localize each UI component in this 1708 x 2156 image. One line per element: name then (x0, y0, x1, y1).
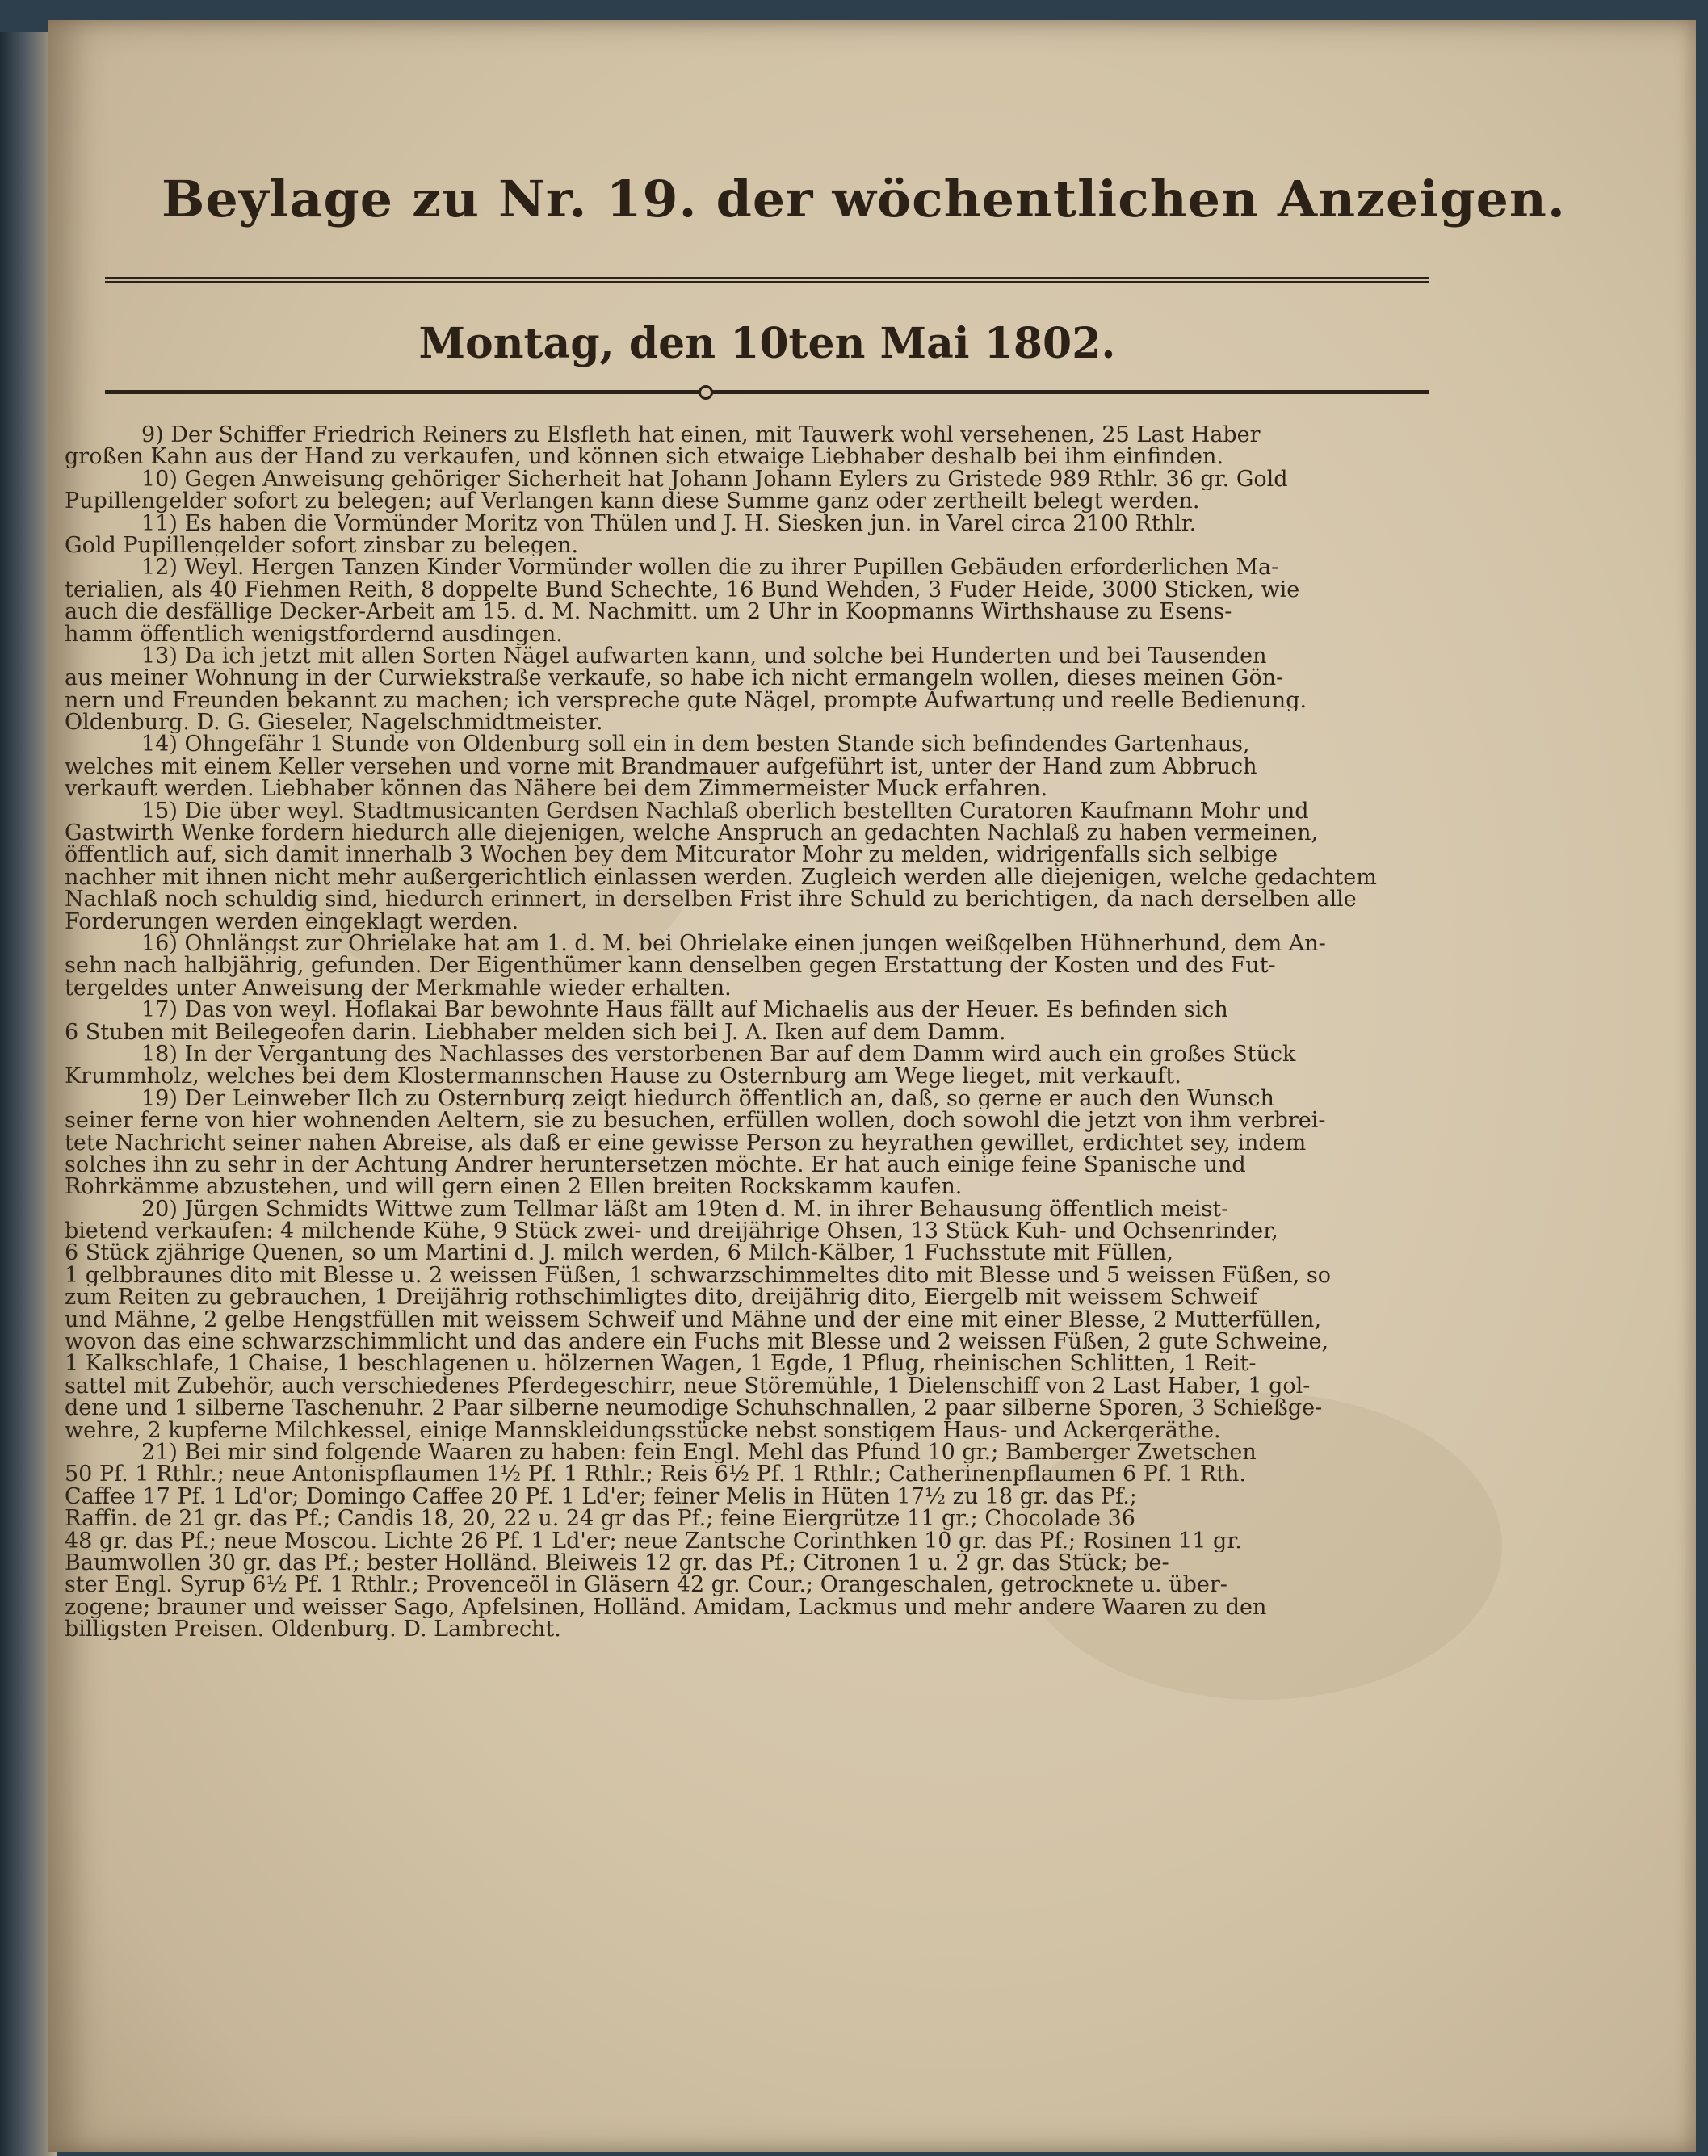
text-line: und Mähne, 2 gelbe Hengstfüllen mit weissem Schweif und Mähne und der eine mit einer Blesse, 2 Mutterfüllen, (65, 1308, 1322, 1332)
text-line: 48 gr. das Pf.; neue Moscou. Lichte 26 Pf. 1 Ld'er; neue Zantsche Corinthken 10 gr. das Pf.; Rosinen 11 gr. (65, 1529, 1242, 1552)
text-line: zogene; brauner und weisser Sago, Apfelsinen, Holländ. Amidam, Lackmus und mehr andere Waaren zu den (65, 1596, 1267, 1619)
text-line: nern und Freunden bekannt zu machen; ich verspreche gute Nägel, prompte Aufwartung und reelle Bedienung. (65, 689, 1307, 712)
text-line: tete Nachricht seiner nahen Abreise, als daß er eine gewisse Person zu heyrathen gewillet, erdichtet sey, indem (65, 1131, 1307, 1154)
advertisement-text (65, 424, 1437, 1640)
text-line: Krummholz, welches bei dem Klostermannschen Hause zu Osternburg am Wege lieget, mit verkauft. (65, 1065, 1181, 1088)
text-line: öffentlich auf, sich damit innerhalb 3 Wochen bey dem Mitcurator Mohr zu melden, widrigenfalls sich selbige (65, 844, 1278, 866)
text-line: wovon das eine schwarzschimmlicht und das andere ein Fuchs mit Blesse und 2 weissen Füßen, 2 gute Schweine, (65, 1331, 1329, 1353)
text-line: sattel mit Zubehör, auch verschiedenes Pferdegeschirr, neue Störemühle, 1 Dielenschiff von 2 Last Haber, 1 gol- (65, 1374, 1311, 1398)
text-line: nachher mit ihnen nicht mehr außergerichtlich einlassen werden. Zugleich werden alle diejenigen, welche gedachtem (65, 866, 1377, 889)
text-line: Oldenburg. D. G. Gieseler, Nagelschmidtmeister. (65, 711, 603, 734)
text-line: terialien, als 40 Fiehmen Reith, 8 doppelte Bund Schechte, 16 Bund Wehden, 3 Fuder Heide, 3000 Sticken, wie (65, 578, 1300, 602)
newspaper-page (48, 20, 1696, 2152)
text-line: 13) Da ich jetzt mit allen Sorten Nägel aufwarten kann, und solche bei Hunderten und bei Tausenden (141, 644, 1267, 668)
text-line: 18) In der Vergantung des Nachlasses des verstorbenen Bar auf dem Damm wird auch ein großes Stück (141, 1042, 1296, 1066)
text-line: 19) Der Leinweber Ilch zu Osternburg zeigt hiedurch öffentlich an, daß, so gerne er auch den Wunsch (141, 1087, 1274, 1110)
date-rule (105, 390, 1429, 394)
text-line: ster Engl. Syrup 6½ Pf. 1 Rthlr.; Provenceöl in Gläsern 42 gr. Cour.; Orangeschalen, getrocknete u. über- (65, 1574, 1227, 1596)
text-line: 11) Es haben die Vormünder Moritz von Thülen und J. H. Siesken jun. in Varel circa 2100 Rthlr. (141, 512, 1197, 535)
text-line: 10) Gegen Anweisung gehöriger Sicherheit hat Johann Johann Eylers zu Gristede 989 Rthlr. 36 gr. Gold (141, 468, 1288, 491)
text-line: Baumwollen 30 gr. das Pf.; bester Holländ. Bleiweis 12 gr. das Pf.; Citronen 1 u. 2 gr. das Stück; be- (65, 1551, 1169, 1575)
text-line: Raffin. de 21 gr. das Pf.; Candis 18, 20, 22 u. 24 gr das Pf.; feine Eiergrütze 11 gr.; Chocolade 36 (65, 1508, 1135, 1530)
text-line: welches mit einem Keller versehen und vorne mit Brandmauer aufgeführt ist, unter der Hand zum Abbruch (65, 755, 1257, 778)
text-line: 9) Der Schiffer Friedrich Reiners zu Elsfleth hat einen, mit Tauwerk wohl versehenen, 25 Last Haber (141, 424, 1261, 447)
text-line: 14) Ohngefähr 1 Stunde von Oldenburg soll ein in dem besten Stande sich befindendes Gartenhaus, (141, 733, 1250, 756)
text-line: 6 Stück zjährige Quenen, so um Martini d. J. milch werden, 6 Milch-Kälber, 1 Fuchsstute mit Füllen, (65, 1242, 1173, 1265)
text-line: 17) Das von weyl. Hoflakai Bar bewohnte Haus fällt auf Michaelis aus der Heuer. Es befinden sich (141, 999, 1228, 1021)
rule-ornament (699, 385, 713, 400)
text-line: 12) Weyl. Hergen Tanzen Kinder Vormünder wollen die zu ihrer Pupillen Gebäuden erforderlichen Ma- (141, 556, 1279, 579)
issue-date: Montag, den 10ten Mai 1802. (418, 319, 1116, 368)
title-rule (105, 277, 1429, 283)
text-line: auch die desfällige Decker-Arbeit am 15. d. M. Nachmitt. um 2 Uhr in Koopmanns Wirthshause zu Esens- (65, 601, 1232, 623)
text-line: sehn nach halbjährig, gefunden. Der Eigenthümer kann denselben gegen Erstattung der Kosten und des Fut- (65, 954, 1276, 977)
text-line: tergeldes unter Anweisung der Merkmahle wieder erhalten. (65, 976, 732, 1000)
text-line: zum Reiten zu gebrauchen, 1 Dreijährig rothschimligtes dito, dreijährig dito, Eiergelb mit weissem Schweif (65, 1286, 1258, 1309)
text-line: seiner ferne von hier wohnenden Aeltern, sie zu besuchen, erfüllen wollen, doch sowohl die jetzt von ihm verbrei- (65, 1109, 1326, 1132)
text-line: 6 Stuben mit Beilegeofen darin. Liebhaber melden sich bei J. A. Iken auf dem Damm. (65, 1021, 1006, 1043)
text-line: Nachlaß noch schuldig sind, hiedurch erinnert, in derselben Frist ihre Schuld zu berichtigen, da nach derselben alle (65, 888, 1357, 911)
text-line: wehre, 2 kupferne Milchkessel, einige Mannskleidungsstücke nebst sonstigem Haus- und Ackergeräthe. (65, 1419, 1221, 1441)
text-line: Gold Pupillengelder sofort zinsbar zu belegen. (65, 534, 579, 557)
text-line: aus meiner Wohnung in der Curwiekstraße verkaufe, so habe ich nicht ermangeln wollen, dieses meinen Gön- (65, 667, 1284, 690)
text-line: 20) Jürgen Schmidts Wittwe zum Tellmar läßt am 19ten d. M. in ihrer Behausung öffentlich meist- (141, 1198, 1229, 1221)
text-line: Rohrkämme abzustehen, und will gern einen 2 Ellen breiten Rockskamm kaufen. (65, 1176, 963, 1198)
text-line: 15) Die über weyl. Stadtmusicanten Gerdsen Nachlaß oberlich bestellten Curatoren Kaufmann Mohr und (141, 799, 1309, 823)
page-title: Beylage zu Nr. 19. der wöchentlichen Anzeigen. (162, 170, 1566, 229)
text-line: Gastwirth Wenke fordern hiedurch alle diejenigen, welche Anspruch an gedachten Nachlaß zu haben vermeinen, (65, 822, 1319, 845)
text-line: 1 Kalkschlafe, 1 Chaise, 1 beschlagenen u. hölzernen Wagen, 1 Egde, 1 Pflug, rheinischen Schlitten, 1 Reit- (65, 1353, 1257, 1375)
text-line: Pupillengelder sofort zu belegen; auf Verlangen kann diese Summe ganz oder zertheilt belegt werden. (65, 490, 1200, 513)
text-line: hamm öffentlich wenigstfordernd ausdingen. (65, 623, 563, 645)
text-line: Forderungen werden eingeklagt werden. (65, 910, 519, 933)
text-line: großen Kahn aus der Hand zu verkaufen, und können sich etwaige Liebhaber deshalb bei ihm einfinden. (65, 446, 1223, 468)
text-line: 16) Ohnlängst zur Ohrielake hat am 1. d. M. bei Ohrielake einen jungen weißgelben Hühnerhund, dem An- (141, 932, 1326, 955)
text-line: dene und 1 silberne Taschenuhr. 2 Paar silberne neumodige Schuhschnallen, 2 paar silberne Sporen, 3 Schießge- (65, 1397, 1323, 1420)
text-line: bietend verkaufen: 4 milchende Kühe, 9 Stück zwei- und dreijährige Ohsen, 13 Stück Kuh- und Ochsenrinder, (65, 1220, 1278, 1243)
text-line: verkauft werden. Liebhaber können das Nähere bei dem Zimmermeister Muck erfahren. (65, 778, 1048, 800)
text-line: 1 gelbbraunes dito mit Blesse u. 2 weissen Füßen, 1 schwarzschimmeltes dito mit Blesse und 5 weissen Füßen, so (65, 1264, 1331, 1287)
text-line: Caffee 17 Pf. 1 Ld'or; Domingo Caffee 20 Pf. 1 Ld'er; feiner Melis in Hüten 17½ zu 18 gr. das Pf.; (65, 1485, 1137, 1508)
text-line: solches ihn zu sehr in der Achtung Andrer heruntersetzen möchte. Er hat auch einige feine Spanische und (65, 1153, 1246, 1177)
text-line: billigsten Preisen. Oldenburg. D. Lambrecht. (65, 1618, 561, 1641)
text-line: 21) Bei mir sind folgende Waaren zu haben: fein Engl. Mehl das Pfund 10 gr.; Bamberger Zwetschen (141, 1441, 1257, 1464)
text-line: 50 Pf. 1 Rthlr.; neue Antonispflaumen 1½ Pf. 1 Rthlr.; Reis 6½ Pf. 1 Rthlr.; Catherinenpflaumen 6 Pf. 1 Rth. (65, 1463, 1246, 1486)
